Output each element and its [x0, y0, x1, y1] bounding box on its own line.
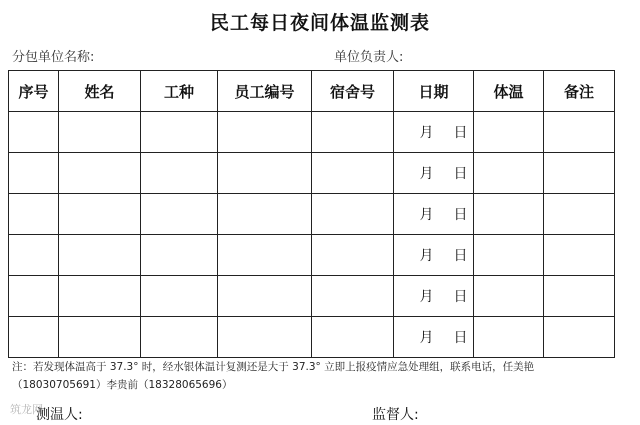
serial-cell[interactable]: [9, 276, 59, 317]
date-cell[interactable]: [394, 153, 474, 194]
dorm-cell[interactable]: [312, 112, 394, 153]
day-label: 日: [453, 248, 468, 264]
job-type-cell[interactable]: [141, 194, 218, 235]
remarks-cell[interactable]: [544, 235, 615, 276]
job-type-cell[interactable]: [141, 112, 218, 153]
dorm-cell[interactable]: [312, 153, 394, 194]
month-label: 月: [419, 248, 434, 264]
date-cell[interactable]: [394, 194, 474, 235]
table-row: [9, 153, 615, 194]
month-label: 月: [419, 330, 434, 346]
serial-cell[interactable]: [9, 317, 59, 358]
remarks-cell[interactable]: [544, 153, 615, 194]
note-text: [12, 358, 632, 394]
remarks-cell[interactable]: [544, 276, 615, 317]
header-remarks: 备注: [544, 71, 615, 112]
temperature-cell[interactable]: [474, 317, 544, 358]
month-label: 月: [419, 289, 434, 305]
name-cell[interactable]: [59, 153, 141, 194]
job-type-cell[interactable]: [141, 276, 218, 317]
employee-id-cell[interactable]: [218, 276, 312, 317]
table-row: [9, 194, 615, 235]
header-dorm-number: 宿舍号: [312, 71, 394, 112]
name-cell[interactable]: [59, 194, 141, 235]
temperature-cell[interactable]: [474, 194, 544, 235]
employee-id-cell[interactable]: [218, 112, 312, 153]
dorm-cell[interactable]: [312, 317, 394, 358]
remarks-cell[interactable]: [544, 112, 615, 153]
header-date: 日期: [394, 71, 474, 112]
day-label: 日: [453, 207, 468, 223]
note-line-2: （18030705691）李贵前（18328065696）: [12, 379, 233, 391]
date-cell[interactable]: [394, 235, 474, 276]
day-label: 日: [453, 330, 468, 346]
date-cell[interactable]: [394, 112, 474, 153]
serial-cell[interactable]: [9, 235, 59, 276]
table-header-row: [9, 71, 615, 112]
day-label: 日: [453, 125, 468, 141]
temperature-cell[interactable]: [474, 153, 544, 194]
job-type-cell[interactable]: [141, 235, 218, 276]
note-line-1: 注：若发现体温高于 37.3° 时，经水银体温计复测还是大于 37.3° 立即上报疫情应急处理组，联系电话，任美艳: [12, 361, 535, 373]
month-label: 月: [419, 125, 434, 141]
name-cell[interactable]: [59, 317, 141, 358]
header-job-type: 工种: [141, 71, 218, 112]
day-label: 日: [453, 289, 468, 305]
page-title: 民工每日夜间体温监测表: [209, 12, 430, 34]
responsible-person-label: 单位负责人:: [334, 50, 404, 65]
remarks-cell[interactable]: [544, 317, 615, 358]
header-employee-id: 员工编号: [218, 71, 312, 112]
measurer-label: 测温人:: [36, 407, 83, 423]
temperature-cell[interactable]: [474, 276, 544, 317]
remarks-cell[interactable]: [544, 194, 615, 235]
temperature-table: [8, 70, 615, 358]
table-row: [9, 276, 615, 317]
subcontractor-name-label: 分包单位名称:: [12, 50, 95, 65]
employee-id-cell[interactable]: [218, 153, 312, 194]
month-label: 月: [419, 166, 434, 182]
serial-cell[interactable]: [9, 194, 59, 235]
header-temperature: 体温: [474, 71, 544, 112]
name-cell[interactable]: [59, 276, 141, 317]
date-cell[interactable]: [394, 317, 474, 358]
dorm-cell[interactable]: [312, 276, 394, 317]
supervisor-label: 监督人:: [372, 407, 419, 423]
temperature-cell[interactable]: [474, 112, 544, 153]
table-row: [9, 317, 615, 358]
serial-cell[interactable]: [9, 153, 59, 194]
date-cell[interactable]: [394, 276, 474, 317]
job-type-cell[interactable]: [141, 153, 218, 194]
table-row: [9, 235, 615, 276]
employee-id-cell[interactable]: [218, 235, 312, 276]
employee-id-cell[interactable]: [218, 317, 312, 358]
dorm-cell[interactable]: [312, 235, 394, 276]
table-row: [9, 112, 615, 153]
job-type-cell[interactable]: [141, 317, 218, 358]
serial-cell[interactable]: [9, 112, 59, 153]
day-label: 日: [453, 166, 468, 182]
header-name: 姓名: [59, 71, 141, 112]
month-label: 月: [419, 207, 434, 223]
name-cell[interactable]: [59, 235, 141, 276]
dorm-cell[interactable]: [312, 194, 394, 235]
temperature-cell[interactable]: [474, 235, 544, 276]
watermark: 筑龙网: [10, 403, 43, 416]
header-serial-number: 序号: [9, 71, 59, 112]
name-cell[interactable]: [59, 112, 141, 153]
employee-id-cell[interactable]: [218, 194, 312, 235]
